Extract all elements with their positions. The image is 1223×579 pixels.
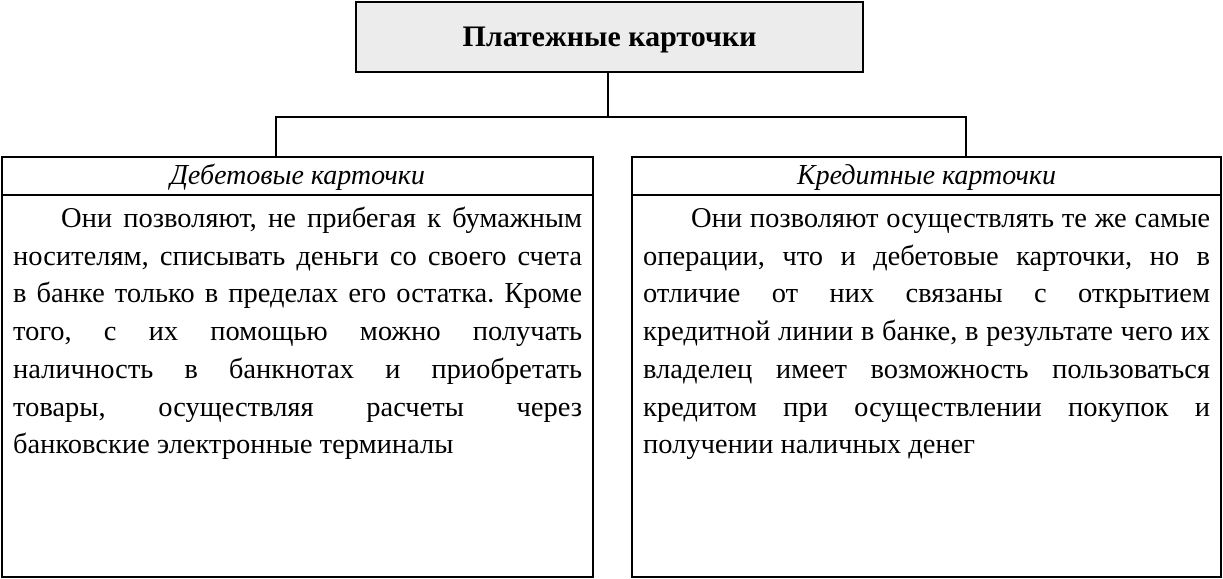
debit-card-heading: Дебетовые карточки <box>3 158 592 196</box>
connector-left <box>275 116 277 157</box>
root-node-title: Платежные карточки <box>462 20 757 53</box>
debit-card-box <box>1 156 594 578</box>
credit-card-heading: Кредитные карточки <box>633 158 1220 196</box>
credit-card-box <box>631 156 1222 578</box>
root-node-box <box>355 1 864 73</box>
debit-card-description: Они позволяют, не прибегая к бумажным носителям, списывать деньги со своего счета в банке только в пределах его остатка. Кроме того, с их помощью можно получать наличность в банкнотах и приобретать товары, осуществляя расчеты через банковские электронные терминалы <box>13 203 582 461</box>
connector-trunk <box>607 73 609 118</box>
credit-card-description: Они позволяют осуществлять те же самые операции, что и дебетовые карточки, но в отличие от них связаны с открытием кредитной линии в банке, в результате чего их владелец имеет возможность пользоваться кредитом при осуществлении покупок и получении наличных денег <box>643 203 1210 461</box>
connector-right <box>965 116 967 157</box>
connector-branch <box>275 116 967 118</box>
